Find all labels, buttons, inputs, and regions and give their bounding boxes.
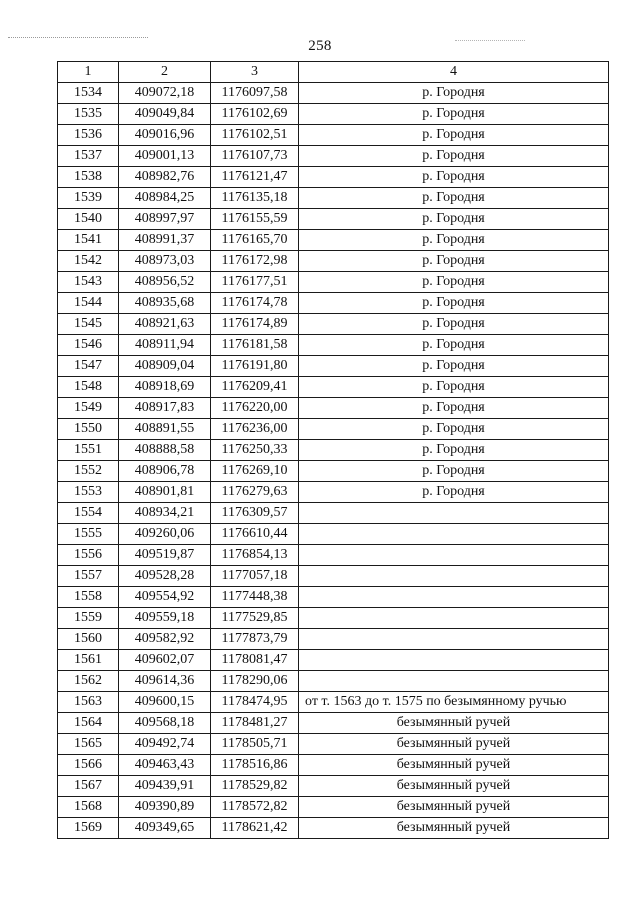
cell-point-number: 1543 [58, 272, 119, 293]
table-row [58, 713, 609, 734]
cell-point-number: 1567 [58, 776, 119, 797]
table-row [58, 125, 609, 146]
cell-point-number: 1538 [58, 167, 119, 188]
cell-x-coordinate: 409600,15 [119, 692, 211, 713]
cell-x-coordinate: 409492,74 [119, 734, 211, 755]
table-row [58, 272, 609, 293]
cell-point-number: 1554 [58, 503, 119, 524]
cell-point-number: 1551 [58, 440, 119, 461]
cell-x-coordinate: 409049,84 [119, 104, 211, 125]
cell-y-coordinate: 1178474,95 [211, 692, 299, 713]
cell-point-number: 1557 [58, 566, 119, 587]
cell-point-number: 1549 [58, 398, 119, 419]
table-row [58, 545, 609, 566]
cell-x-coordinate: 408984,25 [119, 188, 211, 209]
column-header-y: 3 [211, 62, 299, 83]
cell-point-number: 1560 [58, 629, 119, 650]
cell-point-number: 1555 [58, 524, 119, 545]
cell-y-coordinate: 1176309,57 [211, 503, 299, 524]
table-row [58, 734, 609, 755]
cell-y-coordinate: 1177057,18 [211, 566, 299, 587]
cell-y-coordinate: 1176165,70 [211, 230, 299, 251]
cell-y-coordinate: 1176209,41 [211, 377, 299, 398]
cell-x-coordinate: 409554,92 [119, 587, 211, 608]
cell-y-coordinate: 1176172,98 [211, 251, 299, 272]
column-header-point-number: 1 [58, 62, 119, 83]
table-row [58, 398, 609, 419]
table-row [58, 419, 609, 440]
cell-x-coordinate: 409519,87 [119, 545, 211, 566]
cell-x-coordinate: 408909,04 [119, 356, 211, 377]
cell-x-coordinate: 408918,69 [119, 377, 211, 398]
table-row [58, 83, 609, 104]
cell-point-number: 1566 [58, 755, 119, 776]
cell-description: р. Городня [299, 167, 609, 188]
cell-y-coordinate: 1178081,47 [211, 650, 299, 671]
cell-point-number: 1569 [58, 818, 119, 839]
cell-y-coordinate: 1176250,33 [211, 440, 299, 461]
page-number: 258 [308, 38, 332, 54]
cell-point-number: 1552 [58, 461, 119, 482]
cell-y-coordinate: 1177873,79 [211, 629, 299, 650]
table-row [58, 356, 609, 377]
cell-point-number: 1540 [58, 209, 119, 230]
cell-description [299, 524, 609, 545]
table-row [58, 482, 609, 503]
cell-y-coordinate: 1177448,38 [211, 587, 299, 608]
cell-y-coordinate: 1176181,58 [211, 335, 299, 356]
cell-description: р. Городня [299, 398, 609, 419]
table-row [58, 755, 609, 776]
cell-y-coordinate: 1176854,13 [211, 545, 299, 566]
table-row [58, 587, 609, 608]
cell-description: р. Городня [299, 146, 609, 167]
cell-description: р. Городня [299, 188, 609, 209]
table-body [58, 83, 609, 839]
cell-y-coordinate: 1176102,51 [211, 125, 299, 146]
cell-x-coordinate: 408917,83 [119, 398, 211, 419]
table-row [58, 629, 609, 650]
cell-y-coordinate: 1176236,00 [211, 419, 299, 440]
cell-y-coordinate: 1176279,63 [211, 482, 299, 503]
cell-x-coordinate: 408934,21 [119, 503, 211, 524]
cell-point-number: 1546 [58, 335, 119, 356]
cell-description: р. Городня [299, 314, 609, 335]
cell-point-number: 1542 [58, 251, 119, 272]
cell-x-coordinate: 408921,63 [119, 314, 211, 335]
cell-y-coordinate: 1176107,73 [211, 146, 299, 167]
table-row [58, 377, 609, 398]
table-row [58, 251, 609, 272]
cell-x-coordinate: 409463,43 [119, 755, 211, 776]
cell-x-coordinate: 409614,36 [119, 671, 211, 692]
cell-point-number: 1556 [58, 545, 119, 566]
cell-x-coordinate: 409528,28 [119, 566, 211, 587]
cell-description: р. Городня [299, 272, 609, 293]
cell-description: р. Городня [299, 377, 609, 398]
cell-point-number: 1536 [58, 125, 119, 146]
cell-y-coordinate: 1178529,82 [211, 776, 299, 797]
cell-description: р. Городня [299, 356, 609, 377]
cell-description: безымянный ручей [299, 755, 609, 776]
table-row [58, 503, 609, 524]
cell-y-coordinate: 1178481,27 [211, 713, 299, 734]
table-row [58, 188, 609, 209]
cell-y-coordinate: 1176102,69 [211, 104, 299, 125]
cell-x-coordinate: 408956,52 [119, 272, 211, 293]
table-row [58, 440, 609, 461]
cell-x-coordinate: 409439,91 [119, 776, 211, 797]
cell-y-coordinate: 1176135,18 [211, 188, 299, 209]
cell-x-coordinate: 408901,81 [119, 482, 211, 503]
cell-x-coordinate: 409072,18 [119, 83, 211, 104]
cell-point-number: 1545 [58, 314, 119, 335]
cell-description: р. Городня [299, 209, 609, 230]
table-row [58, 797, 609, 818]
cell-y-coordinate: 1176269,10 [211, 461, 299, 482]
cell-x-coordinate: 408906,78 [119, 461, 211, 482]
table-row [58, 461, 609, 482]
cell-y-coordinate: 1176177,51 [211, 272, 299, 293]
cell-description: р. Городня [299, 335, 609, 356]
cell-description: безымянный ручей [299, 797, 609, 818]
cell-y-coordinate: 1177529,85 [211, 608, 299, 629]
cell-point-number: 1561 [58, 650, 119, 671]
table-row [58, 335, 609, 356]
cell-description: р. Городня [299, 461, 609, 482]
cell-description: р. Городня [299, 419, 609, 440]
cell-point-number: 1535 [58, 104, 119, 125]
cell-point-number: 1534 [58, 83, 119, 104]
cell-point-number: 1568 [58, 797, 119, 818]
cell-y-coordinate: 1178572,82 [211, 797, 299, 818]
cell-description: безымянный ручей [299, 713, 609, 734]
cell-x-coordinate: 409390,89 [119, 797, 211, 818]
cell-point-number: 1547 [58, 356, 119, 377]
table-row [58, 692, 609, 713]
cell-description [299, 503, 609, 524]
cell-description [299, 587, 609, 608]
cell-description: р. Городня [299, 482, 609, 503]
cell-y-coordinate: 1176155,59 [211, 209, 299, 230]
table-row [58, 293, 609, 314]
cell-y-coordinate: 1176191,80 [211, 356, 299, 377]
cell-y-coordinate: 1176121,47 [211, 167, 299, 188]
table-row [58, 524, 609, 545]
cell-point-number: 1562 [58, 671, 119, 692]
cell-x-coordinate: 408888,58 [119, 440, 211, 461]
cell-description: безымянный ручей [299, 776, 609, 797]
cell-y-coordinate: 1176174,89 [211, 314, 299, 335]
cell-point-number: 1553 [58, 482, 119, 503]
cell-y-coordinate: 1178621,42 [211, 818, 299, 839]
table-row [58, 671, 609, 692]
cell-x-coordinate: 409349,65 [119, 818, 211, 839]
table-row [58, 818, 609, 839]
cell-point-number: 1563 [58, 692, 119, 713]
cell-description: р. Городня [299, 230, 609, 251]
cell-x-coordinate: 409001,13 [119, 146, 211, 167]
table-header-row [58, 62, 609, 83]
cell-description: безымянный ручей [299, 734, 609, 755]
cell-point-number: 1541 [58, 230, 119, 251]
cell-y-coordinate: 1178290,06 [211, 671, 299, 692]
table-row [58, 209, 609, 230]
column-header-description: 4 [299, 62, 609, 83]
cell-x-coordinate: 408911,94 [119, 335, 211, 356]
cell-description: р. Городня [299, 125, 609, 146]
cell-y-coordinate: 1178516,86 [211, 755, 299, 776]
cell-point-number: 1564 [58, 713, 119, 734]
cell-point-number: 1539 [58, 188, 119, 209]
cell-x-coordinate: 408997,97 [119, 209, 211, 230]
cell-point-number: 1550 [58, 419, 119, 440]
table-row [58, 104, 609, 125]
cell-point-number: 1548 [58, 377, 119, 398]
cell-description: р. Городня [299, 293, 609, 314]
column-header-x: 2 [119, 62, 211, 83]
table-row [58, 167, 609, 188]
cell-description: р. Городня [299, 104, 609, 125]
cell-x-coordinate: 409602,07 [119, 650, 211, 671]
cell-description: от т. 1563 до т. 1575 по безымянному ручью [299, 692, 609, 713]
table-row [58, 314, 609, 335]
table-row [58, 230, 609, 251]
cell-description [299, 629, 609, 650]
cell-point-number: 1565 [58, 734, 119, 755]
cell-x-coordinate: 409582,92 [119, 629, 211, 650]
cell-x-coordinate: 408991,37 [119, 230, 211, 251]
cell-description [299, 671, 609, 692]
coordinates-table [57, 61, 609, 839]
cell-description: р. Городня [299, 251, 609, 272]
cell-point-number: 1559 [58, 608, 119, 629]
cell-description [299, 608, 609, 629]
cell-y-coordinate: 1176174,78 [211, 293, 299, 314]
table-row [58, 146, 609, 167]
cell-x-coordinate: 408973,03 [119, 251, 211, 272]
table-row [58, 608, 609, 629]
cell-description: р. Городня [299, 440, 609, 461]
cell-point-number: 1544 [58, 293, 119, 314]
cell-x-coordinate: 408935,68 [119, 293, 211, 314]
cell-y-coordinate: 1176097,58 [211, 83, 299, 104]
cell-x-coordinate: 409568,18 [119, 713, 211, 734]
cell-y-coordinate: 1176610,44 [211, 524, 299, 545]
cell-point-number: 1558 [58, 587, 119, 608]
table-row [58, 650, 609, 671]
table-row [58, 776, 609, 797]
cell-description [299, 566, 609, 587]
table-row [58, 566, 609, 587]
cell-x-coordinate: 409260,06 [119, 524, 211, 545]
cell-description [299, 545, 609, 566]
cell-y-coordinate: 1178505,71 [211, 734, 299, 755]
cell-x-coordinate: 408891,55 [119, 419, 211, 440]
cell-point-number: 1537 [58, 146, 119, 167]
cell-description: безымянный ручей [299, 818, 609, 839]
cell-x-coordinate: 408982,76 [119, 167, 211, 188]
cell-description [299, 650, 609, 671]
cell-y-coordinate: 1176220,00 [211, 398, 299, 419]
cell-description: р. Городня [299, 83, 609, 104]
cell-x-coordinate: 409016,96 [119, 125, 211, 146]
cell-x-coordinate: 409559,18 [119, 608, 211, 629]
